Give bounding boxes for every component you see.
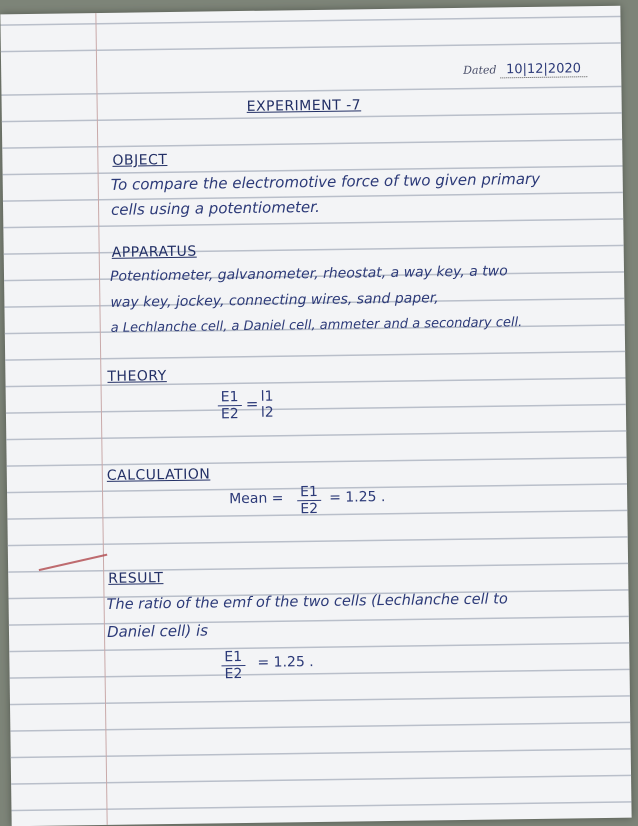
theory-lhs-fraction [218,389,242,422]
result-den: E2 [224,666,243,683]
notebook-page [0,6,631,826]
result-line-2: Daniel cell) is [106,621,209,641]
object-line-2: cells using a potentiometer. [110,197,320,219]
theory-lhs-den: E2 [220,406,239,423]
theory-lhs-num: E1 [218,389,242,406]
object-line-1: To compare the electromotive force of two given primary [110,169,541,194]
dated-label: Dated [463,63,497,77]
page-title: EXPERIMENT -7 [246,97,362,115]
theory-equals: = [245,394,259,413]
calculation-mean-label: Mean = [229,490,284,508]
theory-rhs-fraction [258,389,277,421]
dated-field [463,61,587,79]
result-num: E1 [221,649,245,666]
apparatus-line-3: a Lechlanche cell, a Daniel cell, ammeter and a secondary cell. [110,315,523,336]
calculation-heading: CALCULATION [106,466,211,484]
apparatus-line-2: way key, jockey, connecting wires, sand paper, [110,290,439,311]
apparatus-heading: APPARATUS [111,243,197,261]
theory-rhs-num: l1 [260,388,274,405]
calculation-result: = 1.25 . [329,489,386,506]
theory-heading: THEORY [107,368,167,385]
result-line-1: The ratio of the emf of the two cells (Lechlanche cell to [106,591,508,613]
apparatus-line-1: Potentiometer, galvanometer, rheostat, a way key, a two [109,263,508,285]
calculation-fraction [297,484,321,517]
calculation-num: E1 [297,484,321,501]
result-fraction [221,649,245,682]
result-value: = 1.25 . [257,654,314,671]
pen-mark [39,554,108,571]
margin-line [95,13,107,825]
object-heading: OBJECT [112,152,168,169]
result-heading: RESULT [108,570,164,587]
calculation-den: E2 [300,500,319,518]
theory-rhs-den: l2 [260,404,274,421]
dated-value: 10|12|2020 [500,61,587,78]
